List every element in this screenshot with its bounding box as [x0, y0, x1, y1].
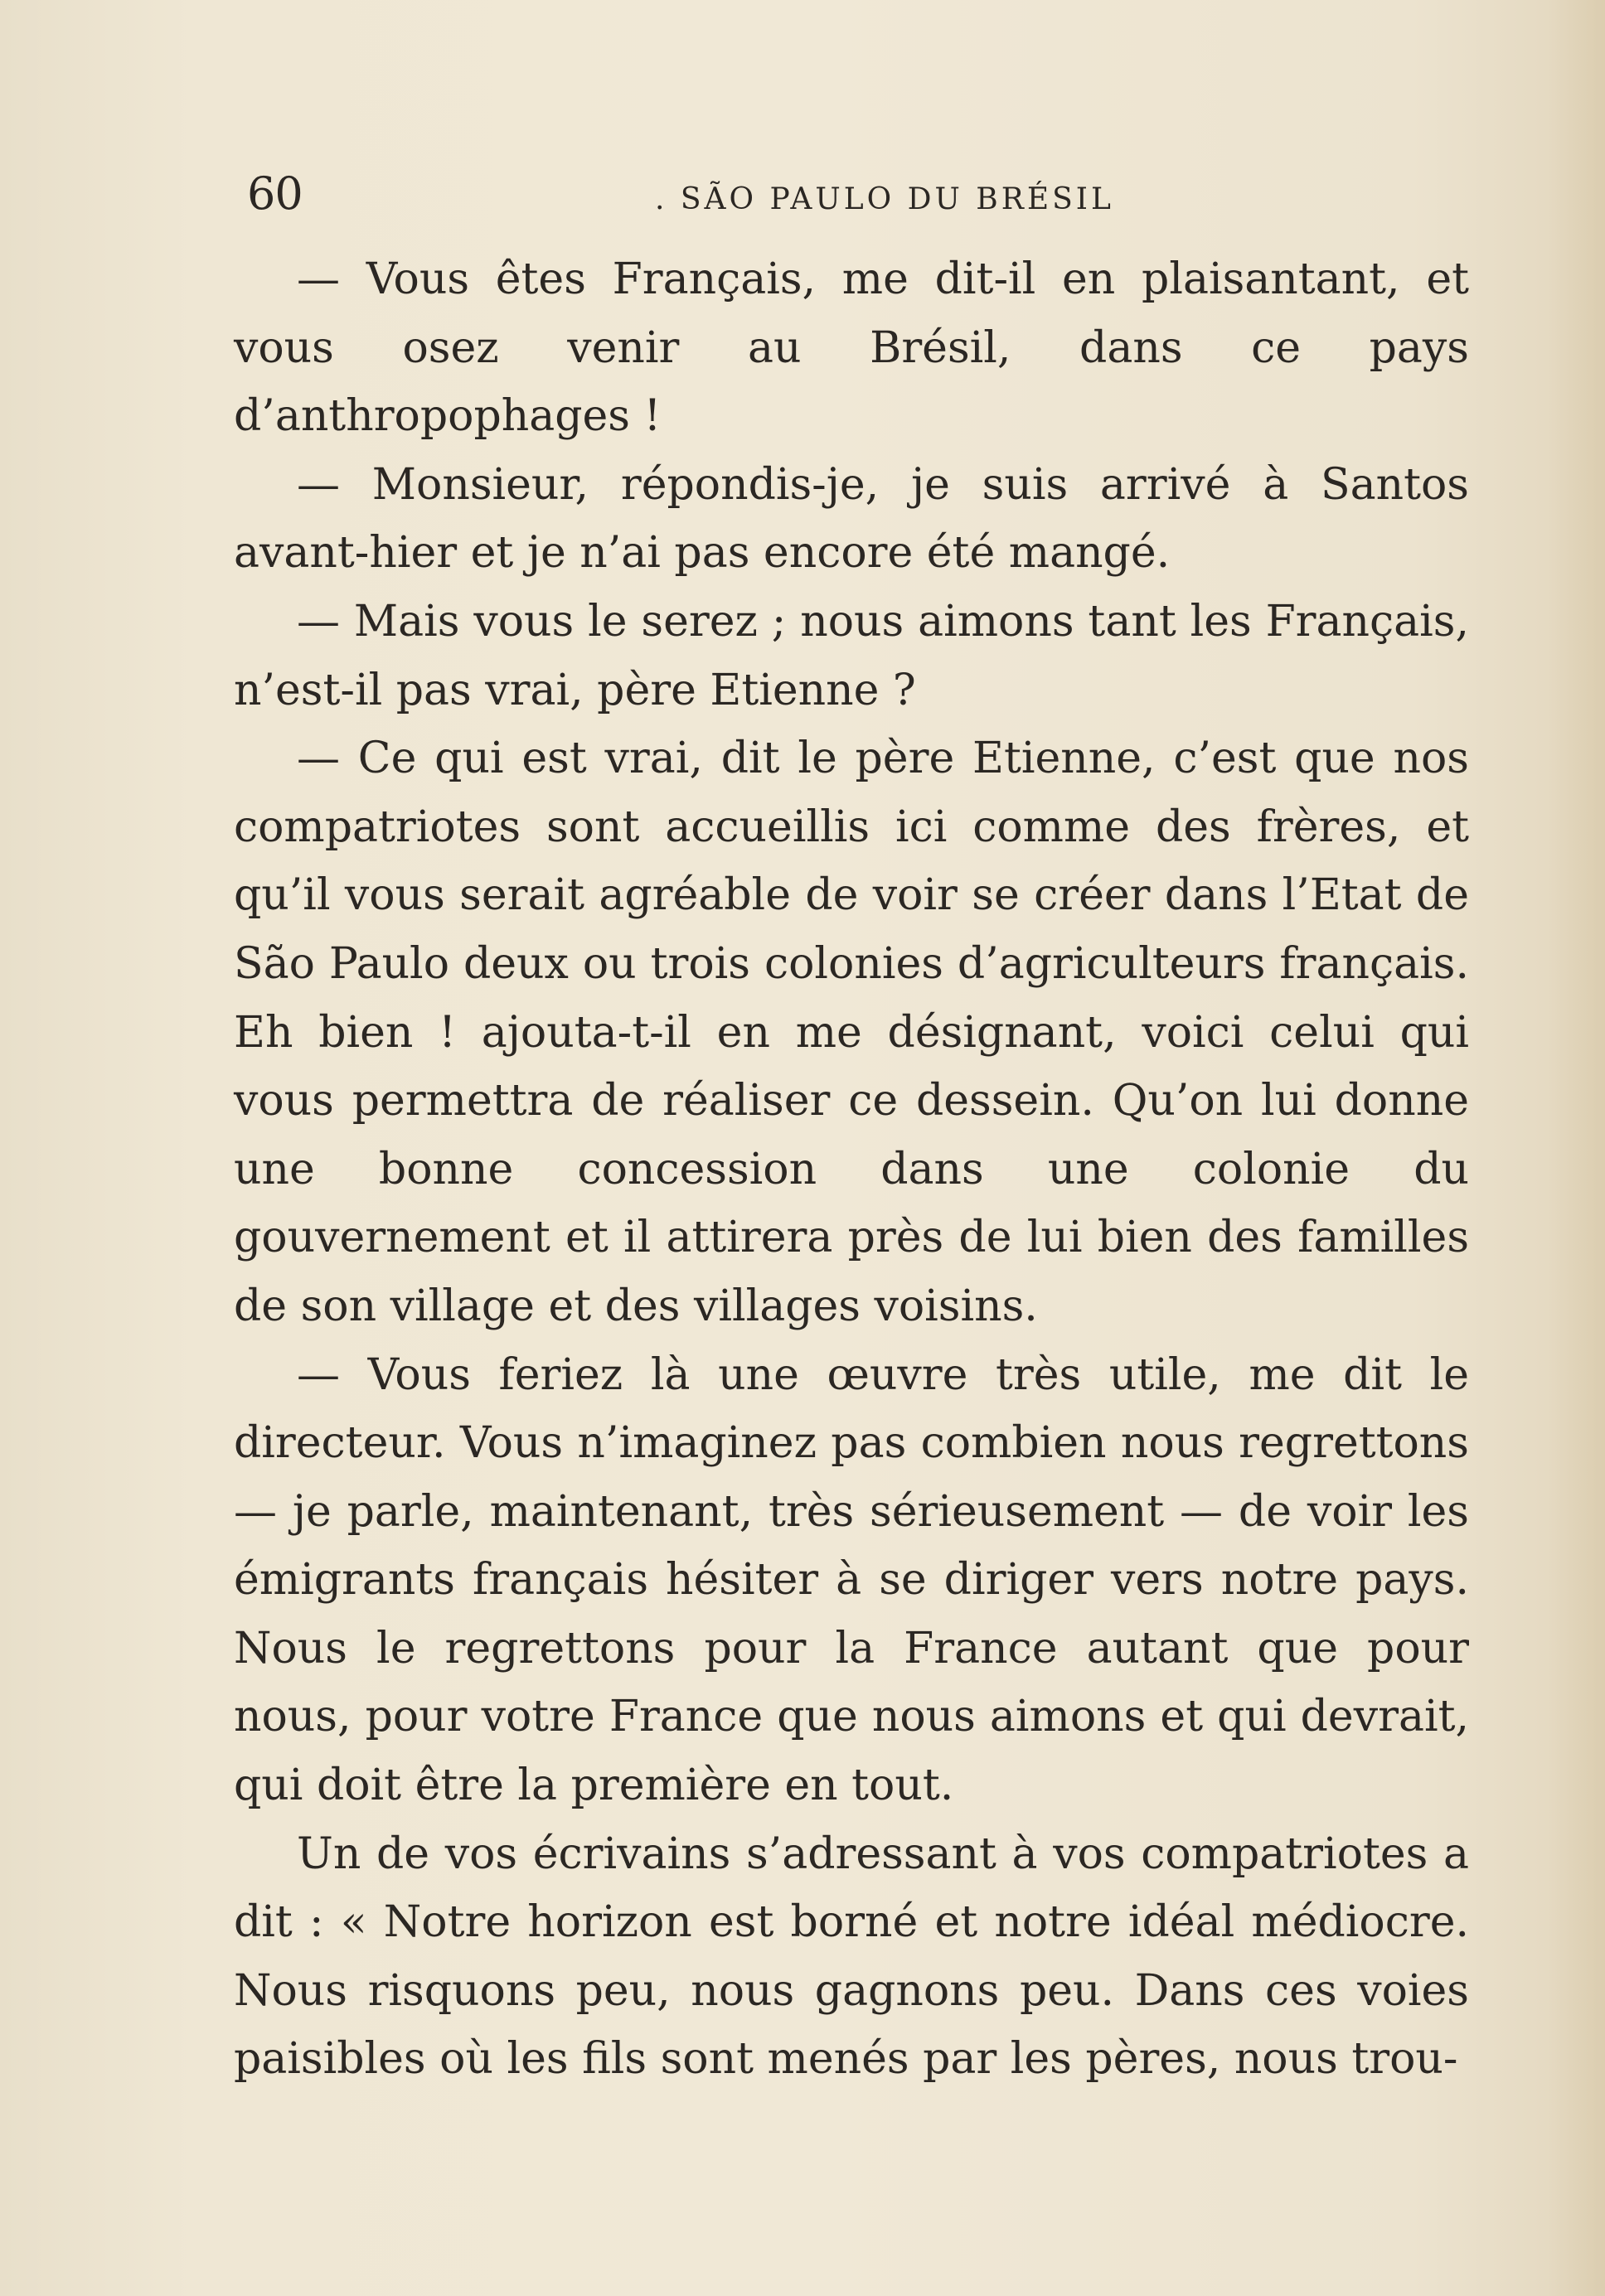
page-header — [0, 157, 1605, 232]
paragraph: Un de vos écrivains s’adressant à vos compatriotes a dit : « Notre horizon est borné et notre idéal médiocre. Nous risquons peu, nous gagnons peu. Dans ces voies paisibles où les fils sont menés par les pères, nous trou- — [234, 1829, 1469, 2085]
paragraph: — Vous êtes Français, me dit-il en plaisantant, et vous osez venir au Brésil, dans ce pays d’anthropophages ! — [234, 254, 1469, 442]
paragraph: — Vous feriez là une œuvre très utile, me dit le directeur. Vous n’imaginez pas combien nous regrettons — je parle, maintenant, très sérieusement — de voir les émigrants français hésiter à se diriger vers notre pays. Nous le regrettons pour la France autant que pour nous, pour votre France que nous aimons et qui devrait, qui doit être la première en tout. — [234, 1349, 1469, 1811]
body-text — [234, 245, 1469, 2094]
paragraph: — Mais vous le serez ; nous aimons tant les Français, n’est-il pas vrai, père Etienne ? — [234, 596, 1469, 715]
page-edge-shadow — [1547, 0, 1605, 2296]
paragraph: — Ce qui est vrai, dit le père Etienne, c’est que nos compatriotes sont accueillis ici comme des frères, et qu’il vous serait agréable de voir se créer dans l’Etat de São Paulo deux ou trois colonies d’agriculteurs français. Eh bien ! ajouta-t-il en me désignant, voici celui qui vous permettra de réaliser ce dessein. Qu’on lui donne une bonne concession dans une colonie du gouvernement et il attirera près de lui bien des familles de son village et des villages voisins. — [234, 734, 1469, 1331]
running-head: . SÃO PAULO DU BRÉSIL — [655, 182, 1114, 216]
paragraph: — Monsieur, répondis-je, je suis arrivé à Santos avant-hier et je n’ai pas encore été mangé. — [234, 459, 1469, 579]
page-number: 60 — [247, 167, 303, 220]
